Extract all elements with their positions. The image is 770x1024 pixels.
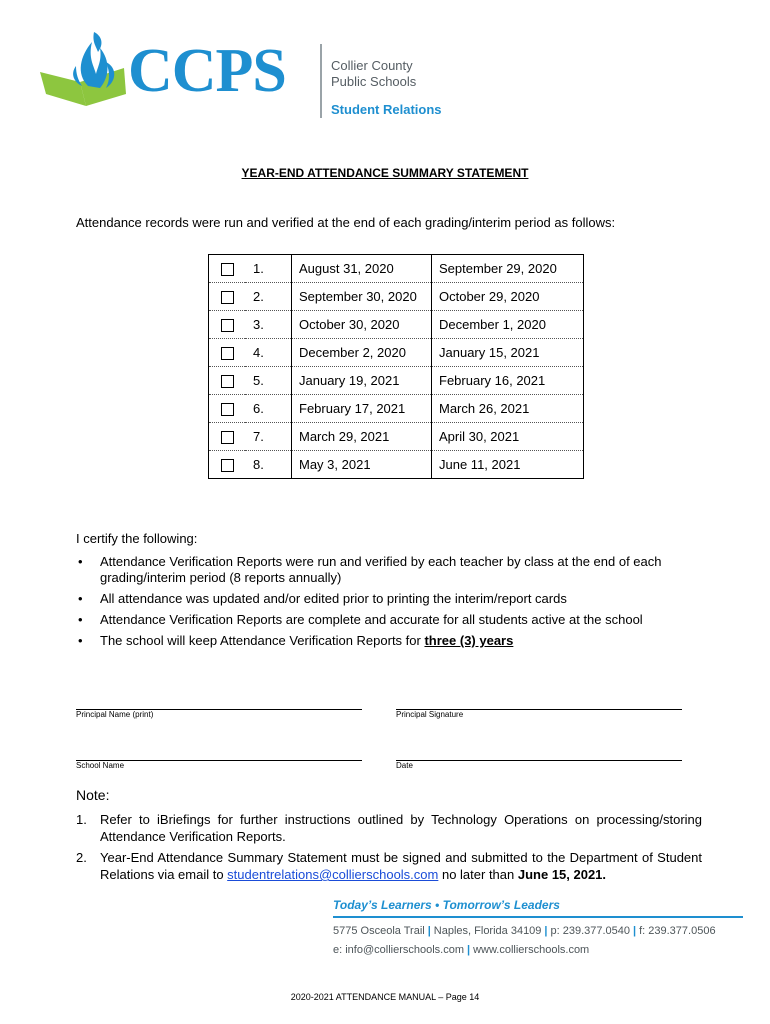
period-checkbox[interactable] [221,459,234,472]
period-checkbox[interactable] [221,431,234,444]
period-number: 8. [245,451,292,479]
period-row [209,423,584,451]
page-title: YEAR-END ATTENDANCE SUMMARY STATEMENT [241,166,529,180]
period-row [209,451,584,479]
period-row [209,283,584,311]
district-name [331,58,416,90]
period-checkbox[interactable] [221,347,234,360]
footer-contact-line2 [333,944,589,956]
note-text: no later than [438,867,518,882]
retention-text: The school will keep Attendance Verification Reports for [100,633,425,648]
note-text: . [602,867,607,882]
separator-icon: | [467,944,471,956]
period-start: October 30, 2020 [292,311,432,339]
certify-item: • All attendance was updated and/or edited prior to printing the interim/report cards [76,591,716,607]
principal-name-field[interactable] [76,709,362,719]
period-end: June 11, 2021 [432,451,584,479]
note-item [76,849,702,883]
period-end: September 29, 2020 [432,255,584,283]
period-row [209,255,584,283]
footer-address: 5775 Osceola Trail [333,925,425,937]
district-line2: Public Schools [331,74,417,89]
certify-item [76,633,716,649]
period-start: February 17, 2021 [292,395,432,423]
footer-contact-line1 [333,925,716,937]
period-end: February 16, 2021 [432,367,584,395]
period-row [209,367,584,395]
separator-icon: | [427,925,431,937]
period-start: December 2, 2020 [292,339,432,367]
period-end: March 26, 2021 [432,395,584,423]
period-number: 3. [245,311,292,339]
footer-city: Naples, Florida 34109 [433,925,542,937]
department-name: Student Relations [331,102,442,117]
email-link[interactable]: studentrelations@collierschools.com [227,867,439,882]
period-end: January 15, 2021 [432,339,584,367]
period-end: April 30, 2021 [432,423,584,451]
note-text: Year-End Attendance Summary Statement must be signed and submitted to the Department of Student Relations via email to [100,850,702,882]
period-start: May 3, 2021 [292,451,432,479]
page-footer: 2020-2021 ATTENDANCE MANUAL – Page 14 [290,992,480,1002]
note-heading: Note: [76,787,110,803]
certify-item: • Attendance Verification Reports were run and verified by each teacher by class at the end of each grading/interim period (8 reports annually) [76,554,716,586]
period-number: 4. [245,339,292,367]
logo-wordmark: CCPS [128,37,286,105]
period-number: 5. [245,367,292,395]
separator-icon: | [544,925,548,937]
ccps-logo-icon [36,22,130,114]
principal-name-label: Principal Name (print) [76,710,154,719]
period-start: January 19, 2021 [292,367,432,395]
footer-fax: f: 239.377.0506 [639,925,716,937]
period-row [209,395,584,423]
footer-email[interactable]: e: info@collierschools.com [333,944,464,956]
notes-list [76,811,702,887]
period-start: August 31, 2020 [292,255,432,283]
certify-heading: I certify the following: [76,531,198,546]
principal-signature-field[interactable] [396,709,682,719]
retention-period: three (3) years [424,633,514,648]
period-number: 6. [245,395,292,423]
period-number: 7. [245,423,292,451]
period-end: October 29, 2020 [432,283,584,311]
period-checkbox[interactable] [221,319,234,332]
header-divider [320,44,322,118]
date-field[interactable] [396,760,682,770]
note-number: 1. [76,812,87,827]
period-checkbox[interactable] [221,291,234,304]
period-number: 2. [245,283,292,311]
deadline: June 15, 2021 [517,867,603,882]
period-row [209,311,584,339]
district-line1: Collier County [331,58,413,73]
certify-list [76,554,716,654]
footer-rule [333,916,743,918]
principal-signature-label: Principal Signature [396,710,464,719]
period-number: 1. [253,261,264,276]
footer-phone: p: 239.377.0540 [550,925,631,937]
tagline: Today’s Learners • Tomorrow’s Leaders [333,898,560,912]
note-item [76,811,702,845]
certify-item: • Attendance Verification Reports are complete and accurate for all students active at the school [76,612,716,628]
period-end: December 1, 2020 [432,311,584,339]
separator-icon: | [633,925,637,937]
period-checkbox[interactable] [221,375,234,388]
school-name-label: School Name [76,761,125,770]
note-number: 2. [76,850,87,865]
period-checkbox[interactable] [221,263,234,276]
periods-table [208,254,584,479]
period-start: September 30, 2020 [292,283,432,311]
school-name-field[interactable] [76,760,362,770]
period-row [209,339,584,367]
intro-text: Attendance records were run and verified at the end of each grading/interim period as follows: [76,215,616,230]
period-checkbox[interactable] [221,403,234,416]
note-text: Refer to iBriefings for further instructions outlined by Technology Operations on processing/storing Attendance Verification Reports. [100,812,702,844]
footer-website[interactable]: www.collierschools.com [473,944,590,956]
period-start: March 29, 2021 [292,423,432,451]
date-label: Date [396,761,413,770]
